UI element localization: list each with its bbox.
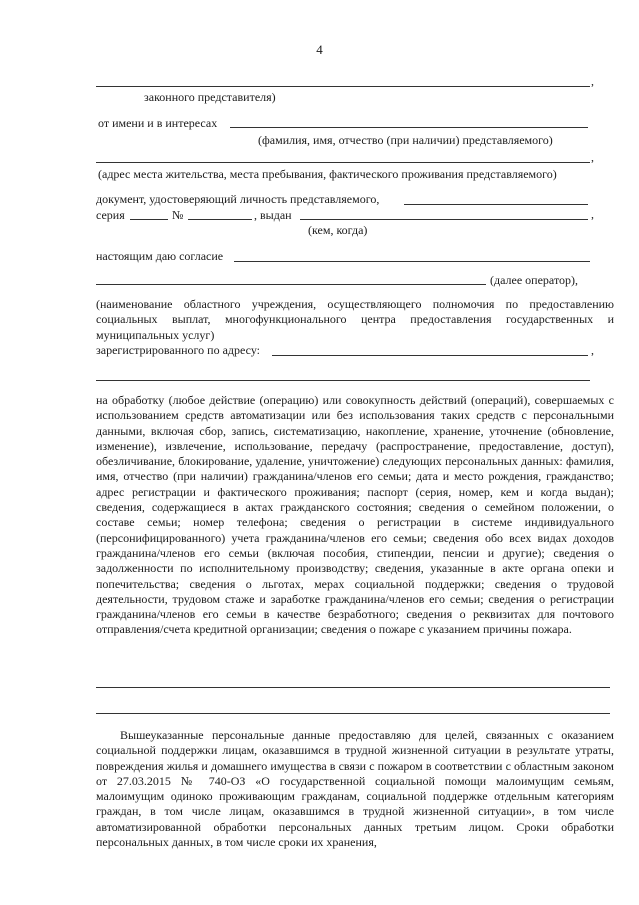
series-field-line[interactable] [130, 219, 168, 220]
processing-paragraph: на обработку (любое действие (операцию) или совокупность действий (операций), совершаемых с использованием средств автоматизации или без использования таких средств с персональными данными, включая сбор, запись, систематизацию, накопление, хранение, уточнение (обновление, изменение), извлечение, использование, передачу (распространение, предоставление, доступ), обезличивание, блокирование, удаление, уничтожение) следующих персональных данных: фамилия, имя, отчество (при наличии) гражданина/членов его семьи; дата и место рождения, гражданство; адрес регистрации и фактического проживания; паспорт (серия, номер, кем и когда выдан); сведения, содержащиеся в актах гражданского состояния; сведения о семейном положении, о составе семьи; номер телефона; сведения о регистрации в системе индивидуального (персонифицированного) учета гражданина/членов его семьи; сведения обо всех видах доходов гражданина/членов его семьи (включая пособия, стипендии, пенсии и другие); сведения о задолженности по исполнительному производству; сведения, указанные в акте органа опеки и попечительства; сведения о льготах, мерах социальной поддержки; сведения о трудовой деятельности, трудовом стаже и заработке гражданина/членов его семьи; сведения о регистрации гражданина/членов его семьи в качестве безработного; сведения о реквизитах для почтового отправления/счета кредитной организации; сведения о пожаре с указанием причины пожара. [96, 393, 614, 637]
registered-label: зарегистрированного по адресу: [96, 343, 260, 357]
page-number: 4 [316, 42, 323, 57]
issued-caption: (кем, когда) [308, 223, 368, 237]
purpose-paragraph: Вышеуказанные персональные данные предоставляю для целей, связанных с оказанием социальной поддержки лицам, оказавшимся в трудной жизненной ситуации в результате утраты, повреждения жилья и домашнего имущества в связи с пожаром в соответствии с областным законом от 27.03.2015 № 740-ОЗ «О государственной социальной помощи малоимущим семьям, малоимущим одиноко проживающим гражданам, социальной поддержке отдельным категориям граждан, в том числе лицам, оказавшимся в трудной жизненной ситуации», в том числе автоматизированной обработки персональных данных третьим лицом. Сроки обработки персональных данных, в том числе сроки их хранения, [96, 728, 614, 850]
representative-field-line [96, 86, 590, 87]
registered-field-line[interactable] [272, 355, 588, 356]
blank-line-1[interactable] [96, 687, 610, 688]
id-document-field-line[interactable] [404, 204, 588, 205]
fio-caption: (фамилия, имя, отчество (при наличии) представляемого) [258, 133, 553, 147]
registered-line-end: , [591, 343, 594, 357]
address-caption: (адрес места жительства, места пребывания, фактического проживания представляемого) [98, 167, 557, 181]
operator-label: (далее оператор), [490, 273, 579, 287]
issued-field-line[interactable] [300, 219, 588, 220]
consent-label: настоящим даю согласие [96, 249, 224, 263]
operator-field-line[interactable] [96, 284, 486, 285]
representative-line-end: , [591, 74, 594, 88]
number-sign: № [172, 208, 184, 222]
representative-label: законного представителя) [144, 90, 276, 104]
registered-field-line-2[interactable] [96, 380, 590, 381]
number-field-line[interactable] [188, 219, 252, 220]
address-field-line[interactable] [96, 162, 590, 163]
represented-fio-field-line[interactable] [230, 127, 588, 128]
series-label: серия [96, 208, 125, 222]
blank-line-2[interactable] [96, 713, 610, 714]
consent-field-line[interactable] [234, 261, 590, 262]
institution-caption: (наименование областного учреждения, осуществляющего полномочия по предоставлению социальных выплат, многофункционального центра предоставления государственных и муниципальных услуг) [96, 297, 614, 342]
address-line-end: , [591, 150, 594, 164]
on-behalf-label: от имени и в интересах [98, 116, 218, 130]
issued-label: , выдан [254, 208, 292, 222]
id-document-label: документ, удостоверяющий личность представляемого, [96, 192, 380, 206]
issued-line-end: , [591, 207, 594, 221]
